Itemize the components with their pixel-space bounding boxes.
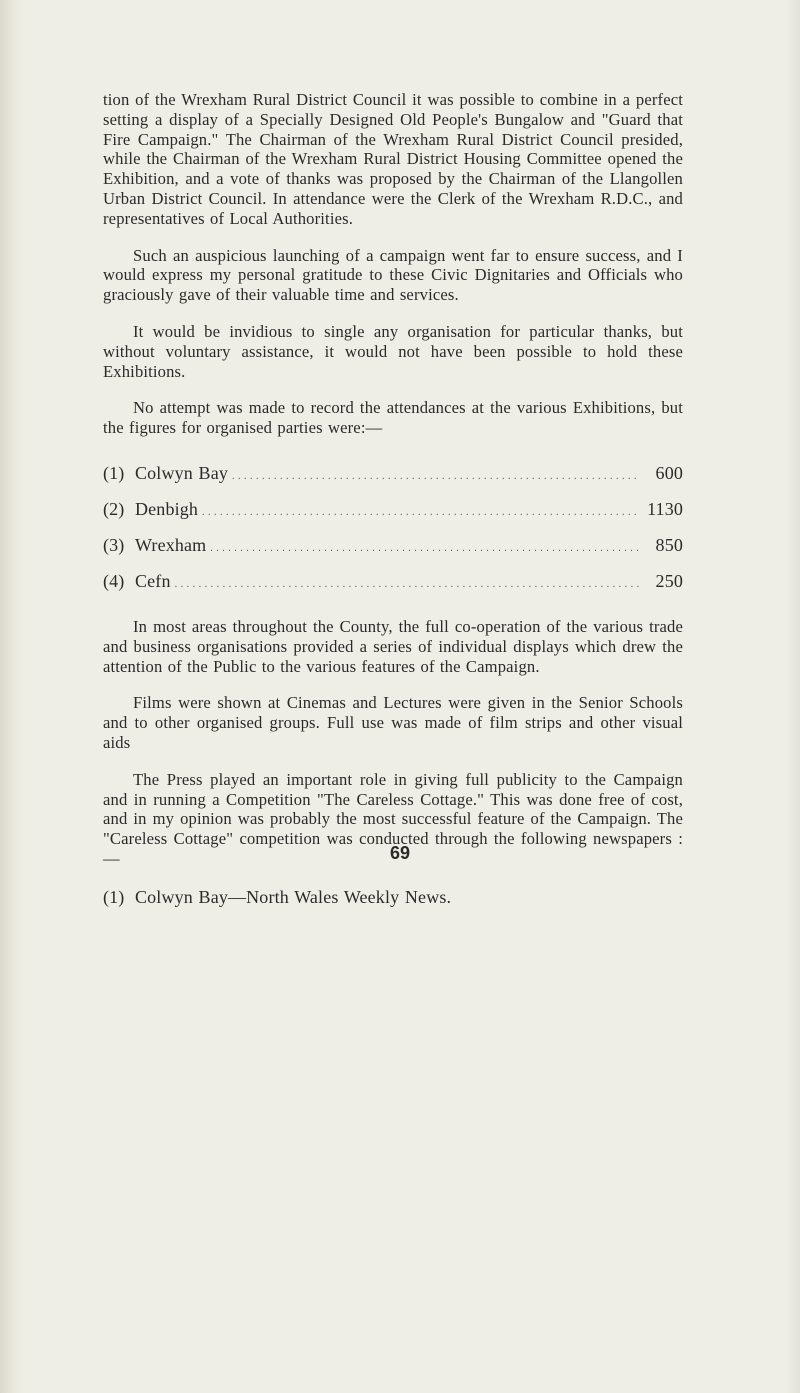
page-number: 69 [389, 843, 411, 863]
dot-leader [175, 563, 639, 603]
list-item-number: (3) [103, 534, 125, 555]
attendance-list [103, 455, 683, 599]
page-edge-shadow-right [786, 0, 800, 1393]
dot-leader [232, 455, 639, 495]
list-item-value: 250 [655, 570, 683, 591]
newspaper-list [103, 886, 683, 908]
list-item-place: Colwyn Bay [135, 462, 229, 483]
list-item-value: 1130 [647, 498, 683, 519]
list-item [103, 563, 683, 599]
paragraph-films: Films were shown at Cinemas and Lectures were given in the Senior Schools and to other organised groups. Full use was made of film strips and other visual aids [103, 693, 683, 752]
paragraph-opening: tion of the Wrexham Rural District Council it was possible to combine in a perfect setting a display of a Specially Designed Old People's Bungalow and "Guard that Fire Campaign." The Chairman of the Wrexham Rural District Council presided, while the Chairman of the Wrexham Rural District Housing Committee opened the Exhibition, and a vote of thanks was proposed by the Chairman of the Llangollen Urban District Council. In attendance were the Clerk of the Wrexham R.D.C., and representatives of Local Authorities. [103, 90, 683, 228]
list-item [103, 527, 683, 563]
list-item-number: (1) [103, 886, 125, 907]
paragraph-cooperation: In most areas throughout the County, the full co-operation of the various trade and business organisations provided a series of individual displays which drew the attention of the Public to the various features of the Campaign. [103, 616, 683, 676]
list-item [103, 455, 683, 491]
page-edge-shadow [0, 0, 22, 1393]
list-item [103, 491, 683, 527]
list-item-number: (4) [103, 570, 125, 591]
list-item-value: 600 [655, 462, 683, 483]
paragraph-attendances-intro: No attempt was made to record the attendances at the various Exhibitions, but the figures for organised parties were:— [103, 398, 683, 438]
list-item-place: Cefn [135, 570, 171, 591]
list-item-place: Wrexham [135, 534, 207, 555]
list-item-value: 850 [655, 534, 683, 555]
paragraph-thanks: It would be invidious to single any organisation for particular thanks, but without voluntary assistance, it would not have been possible to hold these Exhibitions. [103, 321, 683, 381]
list-item [103, 886, 683, 908]
document-body [103, 90, 683, 908]
newspaper-name: Colwyn Bay—North Wales Weekly News. [135, 886, 452, 907]
paragraph-press: The Press played an important role in giving full publicity to the Campaign and in running a Competition "The Careless Cottage." This was done free of cost, and in my opinion was probably the most successful feature of the Campaign. The "Careless Cottage" competition was conducted through the following newspapers :— [103, 769, 683, 868]
dot-leader [202, 491, 639, 531]
list-item-place: Denbigh [135, 498, 199, 519]
paragraph-gratitude: Such an auspicious launching of a campaign went far to ensure success, and I would express my personal gratitude to these Civic Dignitaries and Officials who graciously gave of their valuable time and services. [103, 245, 683, 305]
dot-leader [210, 527, 639, 567]
list-item-number: (2) [103, 498, 125, 519]
list-item-number: (1) [103, 462, 125, 483]
